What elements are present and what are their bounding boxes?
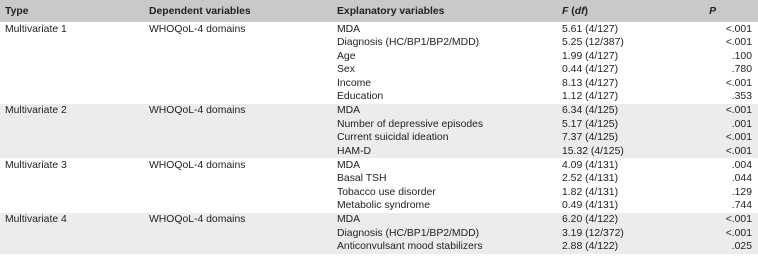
f-value: 2.52 (4/131): [562, 173, 619, 185]
explanatory-variable: Metabolic syndrome: [337, 200, 430, 212]
p-value: <.001: [725, 214, 752, 226]
p-value: <.001: [725, 132, 752, 144]
header-type: Type: [0, 0, 144, 23]
explanatory-variable: Tobacco use disorder: [337, 186, 436, 198]
table-row: [0, 213, 758, 254]
type-cell: [0, 104, 144, 159]
dependent-cell: [144, 104, 332, 159]
header-dependent-variables: Dependent variables: [144, 0, 332, 23]
p-value: .044: [731, 173, 752, 185]
explanatory-variable: MDA: [337, 24, 361, 35]
type-label: Multivariate 3: [5, 159, 67, 171]
explanatory-variable: Age: [337, 50, 356, 62]
f-cell: [557, 213, 702, 254]
f-value: 3.19 (12/372): [562, 227, 624, 239]
p-value: <.001: [725, 145, 752, 157]
p-value: .004: [731, 159, 752, 171]
explanatory-variable: Number of depressive episodes: [337, 118, 484, 130]
header-f-statistic: F (df): [557, 0, 702, 23]
f-value: 6.34 (4/125): [562, 105, 619, 117]
dependent-cell: [144, 158, 332, 213]
explanatory-variable: MDA: [337, 159, 361, 171]
explanatory-variable: Income: [337, 77, 372, 89]
explanatory-variable: MDA: [337, 105, 361, 117]
f-value: 0.44 (4/127): [562, 64, 619, 76]
table-row: [0, 158, 758, 213]
p-value: <.001: [725, 105, 752, 117]
type-cell: [0, 158, 144, 213]
f-value: 15.32 (4/125): [562, 145, 624, 157]
p-cell: [702, 104, 758, 159]
explanatory-variable: Diagnosis (HC/BP1/BP2/MDD): [337, 227, 480, 239]
table-row: [0, 104, 758, 159]
f-value: 1.82 (4/131): [562, 186, 619, 198]
header-row: [0, 0, 758, 23]
type-cell: [0, 213, 144, 254]
p-value: <.001: [725, 24, 752, 35]
p-value: .744: [731, 200, 752, 212]
explanatory-variable: Education: [337, 90, 384, 102]
f-cell: [557, 104, 702, 159]
explanatory-cell: [332, 158, 557, 213]
f-value: 5.61 (4/127): [562, 24, 619, 35]
explanatory-variable: Basal TSH: [337, 173, 387, 185]
f-value: 8.13 (4/127): [562, 77, 619, 89]
f-cell: [557, 158, 702, 213]
explanatory-variable: Sex: [337, 64, 355, 76]
f-cell: [557, 23, 702, 104]
p-value: .001: [731, 118, 752, 130]
explanatory-cell: [332, 213, 557, 254]
type-cell: [0, 23, 144, 104]
f-value: 6.20 (4/122): [562, 214, 619, 226]
f-value: 0.49 (4/131): [562, 200, 619, 212]
f-value: 5.25 (12/387): [562, 37, 624, 49]
explanatory-cell: [332, 23, 557, 104]
header-explanatory-variables: Explanatory variables: [332, 0, 557, 23]
p-value: .129: [731, 186, 752, 198]
p-value: <.001: [725, 37, 752, 49]
p-value: <.001: [725, 77, 752, 89]
explanatory-cell: [332, 104, 557, 159]
p-cell: [702, 23, 758, 104]
explanatory-variable: HAM-D: [337, 145, 372, 157]
type-label: Multivariate 2: [5, 105, 67, 117]
p-value: .780: [731, 64, 752, 76]
p-value: .353: [731, 90, 752, 102]
f-value: 2.88 (4/122): [562, 241, 619, 253]
f-value: 1.12 (4/127): [562, 90, 619, 102]
f-value: 7.37 (4/125): [562, 132, 619, 144]
dependent-cell: [144, 213, 332, 254]
p-symbol: P: [709, 5, 716, 17]
p-value: <.001: [725, 227, 752, 239]
df-symbol: df: [574, 5, 585, 17]
f-value: 4.09 (4/131): [562, 159, 619, 171]
p-value: .025: [731, 241, 752, 253]
f-symbol: F: [562, 5, 569, 17]
type-label: Multivariate 4: [5, 214, 67, 226]
f-value: 1.99 (4/127): [562, 50, 619, 62]
explanatory-variable: Anticonvulsant mood stabilizers: [337, 241, 483, 253]
type-label: Multivariate 1: [5, 24, 67, 35]
dependent-label: WHOQoL-4 domains: [149, 214, 246, 226]
dependent-label: WHOQoL-4 domains: [149, 105, 246, 117]
dependent-label: WHOQoL-4 domains: [149, 159, 246, 171]
explanatory-variable: MDA: [337, 214, 361, 226]
explanatory-variable: Current suicidal ideation: [337, 132, 449, 144]
dependent-label: WHOQoL-4 domains: [149, 24, 246, 35]
p-value: .100: [731, 50, 752, 62]
p-cell: [702, 213, 758, 254]
dependent-cell: [144, 23, 332, 104]
p-cell: [702, 158, 758, 213]
explanatory-variable: Diagnosis (HC/BP1/BP2/MDD): [337, 37, 480, 49]
header-p-value: [702, 0, 758, 23]
table-row: [0, 23, 758, 104]
f-value: 5.17 (4/125): [562, 118, 619, 130]
